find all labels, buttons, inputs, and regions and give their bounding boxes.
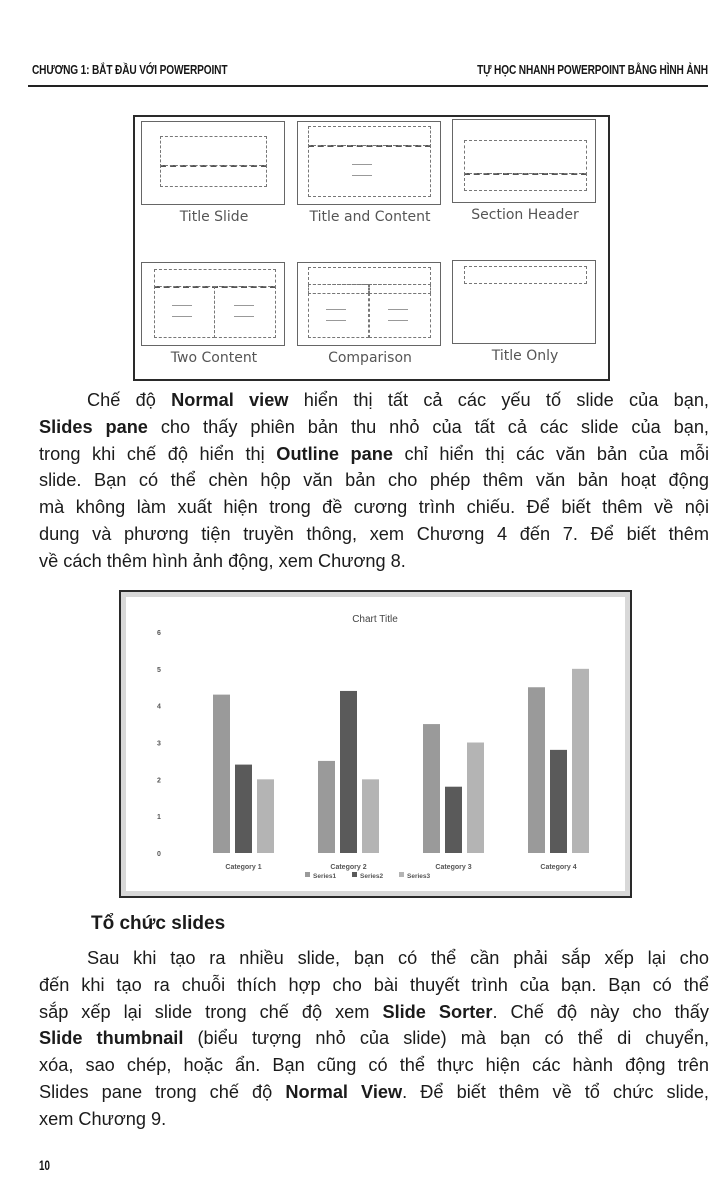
title-placeholder [464,140,587,175]
chart-figure [119,590,632,898]
text-run: xóa, sao chép, hoặc ẩn. Bạn cũng có thể thực hiện các hành động trên [39,1055,709,1076]
content-icons [234,305,254,317]
text-line [39,467,709,494]
chart-title: Chart Title [352,614,398,625]
bold-term: Normal View [285,1081,403,1102]
bar-series3-1 [257,779,274,853]
text-run: . Để biết thêm về tổ chức slide, [402,1081,709,1102]
legend [305,872,431,880]
legend-label: Series2 [360,873,384,880]
layout-label: Two Content [170,350,258,366]
bar-series2-2 [340,691,357,853]
bar-series2-4 [550,750,567,853]
bar-series3-2 [362,779,379,853]
layout-label: Section Header [471,207,579,223]
text-run: mà không làm xuất hiện trong đề cương trình chiếu. Để biết thêm về nội [39,497,709,518]
text-run: xem Chương 9. [39,1108,167,1129]
x-tick-label: Category 3 [435,864,472,871]
text-run: hiển thị tất cả các yếu tố slide của bạn, [288,390,709,410]
layout-label: Title and Content [309,209,431,225]
text-line [39,1106,709,1133]
layout-thumbnail [452,119,596,203]
bar-chart [121,592,630,896]
text-line [39,1025,709,1052]
bar-series1-4 [528,687,545,853]
bar-series1-3 [423,724,440,853]
book-title: TỰ HỌC NHANH POWERPOINT BẰNG HÌNH ẢNH [477,62,708,77]
text-run: (biểu tượng nhỏ của slide) mà bạn có thể di chuyển, [183,1028,709,1049]
text-line [39,494,709,521]
layout-label: Comparison [328,350,412,366]
content-icons [388,309,408,321]
text-line [39,548,709,575]
text-run: chỉ hiển thị các văn bản của mỗi [392,443,709,464]
y-axis-ticks [157,630,161,858]
text-run: . Chế độ này cho thấy [492,1001,710,1022]
title-placeholder [308,126,431,147]
content-icons [172,305,192,317]
layout-thumbnail [452,260,596,344]
section-heading: Tổ chức slides [91,913,226,934]
text-run: đến khi tạo ra chuỗi thích hợp cho bài thuyết trình của bạn. Bạn có thể [39,974,709,995]
bars [213,669,589,853]
layout-thumbnail [141,121,285,205]
bold-term: Outline pane [276,443,393,464]
y-tick-label: 6 [157,630,161,637]
x-axis-labels [225,864,576,871]
text-line [39,999,709,1026]
y-tick-label: 2 [157,777,161,785]
text-run: về cách thêm hình ảnh động, xem Chương 8. [39,550,406,571]
title-placeholder [464,266,587,284]
body-paragraph-views [39,387,709,575]
bold-term: Normal view [171,390,289,410]
y-tick-label: 4 [157,703,161,711]
text-line [39,972,709,999]
content-icons [352,164,372,176]
x-tick-label: Category 2 [330,864,367,871]
bar-series2-3 [445,787,462,853]
subtitle-placeholder [160,165,267,187]
bar-series3-4 [572,669,589,853]
text-line [39,387,709,414]
bar-series1-1 [213,695,230,853]
y-tick-label: 1 [157,814,161,822]
layout-thumbnail [297,121,441,205]
text-line [39,1079,709,1106]
bar-series3-3 [467,743,484,854]
bar-series1-2 [318,761,335,853]
body-paragraph-organize [39,945,709,1133]
layout-thumbnail [297,262,441,346]
text-run: slide. Bạn có thể chèn hộp văn bản cho phép thêm văn bản hoạt động [39,470,709,491]
text-line [39,521,709,548]
legend-label: Series1 [313,873,337,880]
text-run: trong khi chế độ hiển thị [39,443,277,464]
text-line [39,1052,709,1079]
header-rule [28,85,708,87]
y-tick-label: 3 [157,740,161,748]
y-tick-label: 5 [157,666,161,674]
legend-swatch [305,872,310,877]
title-placeholder [160,136,267,167]
chapter-title: CHƯƠNG 1: BẮT ĐẦU VỚI POWERPOINT [32,62,228,77]
layout-label: Title Slide [179,209,249,225]
legend-swatch [399,872,404,877]
text-run: dung và phương tiện truyền thông, xem Chương 4 đến 7. Để biết thêm [39,523,709,544]
title-placeholder [308,267,431,285]
slide-layouts-figure [133,115,610,381]
legend-label: Series3 [407,873,431,880]
text-line [39,414,709,441]
text-line [39,945,709,972]
layout-label: Title Only [491,348,559,364]
running-header [32,62,708,84]
bold-term: Slide Sorter [382,1001,493,1022]
bold-term: Slides pane [39,416,148,437]
legend-swatch [352,872,357,877]
bold-term: Slide thumbnail [39,1028,184,1049]
text-run: cho thấy phiên bản thu nhỏ của tất cả các slide của bạn, [147,416,709,437]
text-run: Slides pane trong chế độ [39,1081,286,1102]
text-line [39,441,709,468]
page-number: 10 [39,1157,50,1173]
x-tick-label: Category 1 [225,864,262,871]
x-tick-label: Category 4 [540,864,577,871]
text-placeholder [464,173,587,191]
text-run: Chế độ [87,390,172,410]
y-tick-label: 0 [157,851,161,858]
text-run: Sau khi tạo ra nhiều slide, bạn có thể cần phải sắp xếp lại cho [87,948,709,968]
layout-thumbnail [141,262,285,346]
content-icons [326,309,346,321]
bar-series2-1 [235,765,252,853]
text-run: sắp xếp lại slide trong chế độ xem [39,1001,383,1022]
